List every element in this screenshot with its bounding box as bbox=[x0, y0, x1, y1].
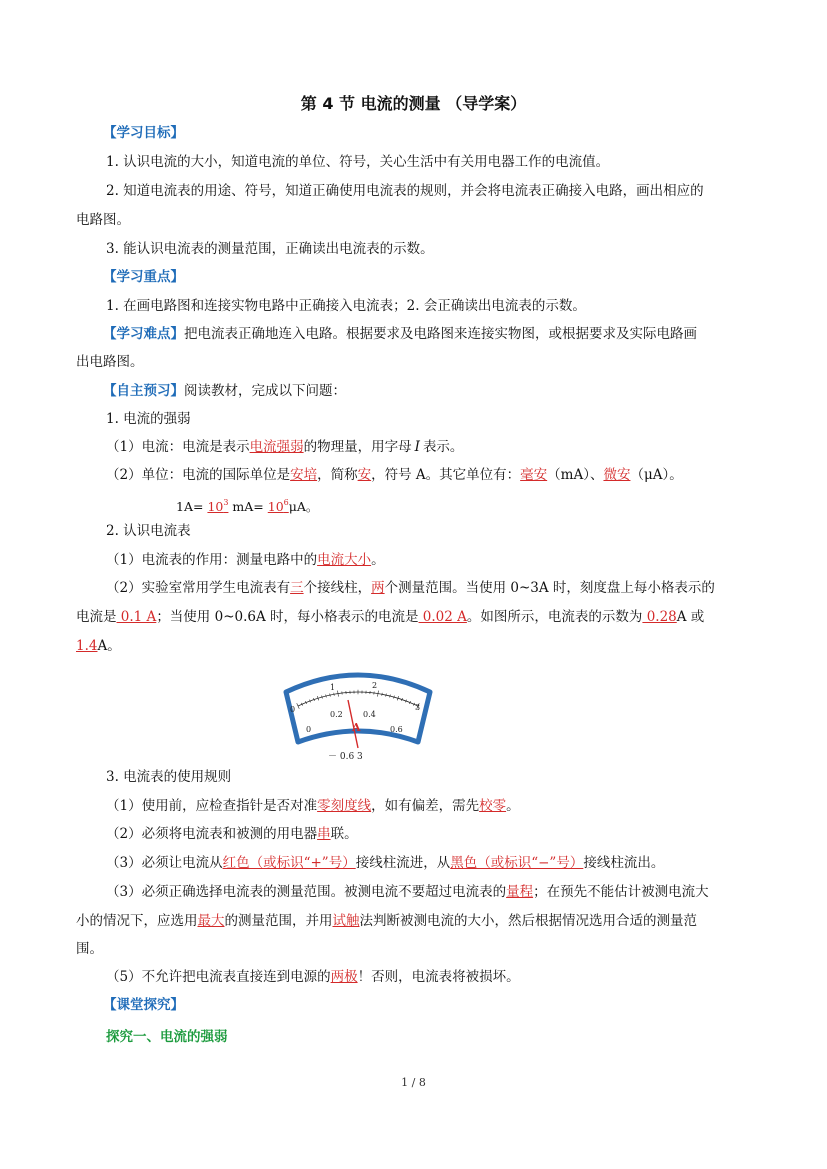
preview-2-line4: 1.4A。 bbox=[76, 638, 121, 654]
goal-2: 2. 知道电流表的用途、符号，知道正确使用电流表的规则，并会将电流表正确接入电路，画出相应的 bbox=[106, 183, 704, 199]
rule-5: （5）不允许把电流表直接连到电源的两极！否则，电流表将被损坏。 bbox=[106, 969, 520, 985]
top-label-0: 0 bbox=[290, 705, 296, 714]
rule-1: （1）使用前，应检查指针是否对准零刻度线，如有偏差，需先校零。 bbox=[106, 798, 520, 814]
page-number: 1 / 8 bbox=[401, 1076, 426, 1089]
page-title: 第 4 节 电流的测量 （导学案） bbox=[300, 94, 527, 113]
rule-4-cont: 小的情况下，应选用最大的测量范围，并用试触法判断被测电流的大小，然后根据情况选用合适的测量范 bbox=[76, 913, 697, 929]
top-label-3: 3 bbox=[415, 703, 421, 712]
bottom-label-0: 0 bbox=[306, 725, 312, 734]
rule-4-end: 围。 bbox=[76, 941, 103, 957]
focus-text: 1. 在画电路图和连接实物电路中正确接入电流表；2. 会正确读出电流表的示数。 bbox=[106, 298, 586, 314]
difficulty-line: 【学习难点】把电流表正确地连入电路。根据要求及电路图来连接实物图，或根据要求及实际电路画 bbox=[103, 326, 697, 342]
rule-4: （3）必须正确选择电流表的测量范围。被测电流不要超过电流表的量程；在预先不能估计被测电流大 bbox=[106, 884, 709, 900]
preview-1-line1: （1）电流：电流是表示电流强弱的物理量，用字母 I 表示。 bbox=[106, 439, 464, 455]
goal-2-cont: 电路图。 bbox=[76, 212, 130, 228]
section-explore: 【课堂探究】 bbox=[103, 997, 184, 1013]
top-label-2: 2 bbox=[372, 681, 378, 690]
ammeter-dial-figure bbox=[278, 670, 438, 765]
bottom-label-2: 0.4 bbox=[363, 710, 376, 719]
section-focus: 【学习重点】 bbox=[103, 269, 184, 285]
preview-2-line2: （2）实验室常用学生电流表有三个接线柱，两个测量范围。当使用 0~3A 时，刻度盘上每小格表示的 bbox=[106, 580, 715, 596]
preview-2-line1: （1）电流表的作用：测量电路中的电流大小。 bbox=[106, 552, 385, 568]
rule-3: （3）必须让电流从红色（或标识“+”号）接线柱流进，从黑色（或标识“−”号）接线柱流出。 bbox=[106, 855, 665, 871]
bottom-label-1: 0.2 bbox=[330, 710, 343, 719]
section-goal: 【学习目标】 bbox=[103, 125, 184, 141]
bottom-label-3: 0.6 bbox=[390, 725, 403, 734]
preview-2-head: 2. 认识电流表 bbox=[106, 523, 191, 539]
preview-1-line3: $1A= 10^3$ $mA= 10^6\mu A$。 bbox=[176, 498, 319, 514]
preview-2-line3: 电流是 0.1 A；当使用 0~0.6A 时，每小格表示的电流是 0.02 A。如图所示，电流表的示数为 0.28A 或 bbox=[76, 609, 705, 625]
preview-1-head: 1. 电流的强弱 bbox=[106, 411, 191, 427]
top-label-1: 1 bbox=[330, 683, 336, 692]
preview-line: 【自主预习】阅读教材，完成以下问题： bbox=[103, 383, 346, 399]
rule-2: （2）必须将电流表和被测的用电器串联。 bbox=[106, 826, 358, 842]
goal-3: 3. 能认识电流表的测量范围，正确读出电流表的示数。 bbox=[106, 241, 434, 257]
preview-3-head: 3. 电流表的使用规则 bbox=[106, 769, 232, 785]
preview-1-line2: （2）单位：电流的国际单位是安培，简称安，符号 A。其它单位有：毫安（mA）、微安（μA）。 bbox=[106, 467, 683, 483]
difficulty-cont: 出电路图。 bbox=[76, 354, 144, 370]
unit-label: A bbox=[352, 721, 361, 734]
goal-1: 1. 认识电流的大小，知道电流的单位、符号，关心生活中有关用电器工作的电流值。 bbox=[106, 154, 610, 170]
explore-1-heading: 探究一、电流的强弱 bbox=[106, 1029, 228, 1045]
terminal-labels: － 0.6 3 bbox=[328, 752, 363, 762]
